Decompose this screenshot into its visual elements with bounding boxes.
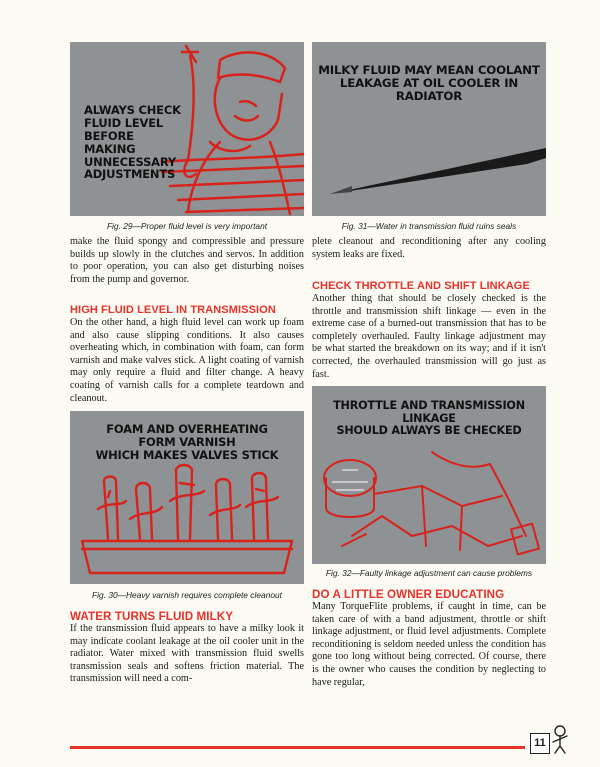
right-paragraph-1: plete cleanout and reconditioning after any cooling system leaks are fixed. (312, 236, 546, 260)
page-number: 11 (530, 733, 550, 754)
right-paragraph-3: Many TorqueFlite problems, if caught in time, can be taken care of with a band adjustment, throttle or shift linkage adjustment, or fluid level adjustments. Complete reconditioning is seldom needed unless the condition has gone too long without being corrected. Of course, there is the owner who causes the condition by neglecting to have regular, (312, 601, 546, 688)
left-paragraph-3: If the transmission fluid appears to have a milky look it may indicate coolant leakage at the oil cooler unit in the radiator. Water mixed with transmission fluid swells transmission seals and softens friction material. The transmission will need a com- (70, 623, 304, 685)
figure-31-title: MILKY FLUID MAY MEAN COOLANT LEAKAGE AT OIL COOLER IN RADIATOR (318, 63, 540, 104)
heading-owner-educating: DO A LITTLE OWNER EDUCATING (312, 588, 505, 601)
heading-check-throttle: CHECK THROTTLE AND SHIFT LINKAGE (312, 280, 530, 292)
linkage-illustration (312, 386, 546, 564)
figure-32 (312, 386, 546, 564)
figure-29-title: ALWAYS CHECK FLUID LEVEL BEFORE MAKING UNNECESSARY ADJUSTMENTS (84, 103, 181, 182)
figure-30 (70, 411, 304, 584)
figure-30-caption: Fig. 30—Heavy varnish requires complete cleanout (92, 590, 282, 600)
figure-29 (70, 42, 304, 216)
heading-high-fluid-level: HIGH FLUID LEVEL IN TRANSMISSION (70, 304, 276, 316)
left-paragraph-2: On the other hand, a high fluid level can work up foam and also cause slipping conditions. It also causes overheating which, in combination with foam, can form varnish and make valves stick. A light coating of varnish may only require a fluid and filter change. A heavy coating of varnish calls for a complete teardown and cleanout. (70, 317, 304, 404)
figure-31 (312, 42, 546, 216)
figure-32-caption: Fig. 32—Faulty linkage adjustment can cause problems (325, 568, 533, 578)
dipstick-illustration (312, 42, 546, 216)
figure-29-caption: Fig. 29—Proper fluid level is very important (106, 221, 268, 231)
mascot-icon (550, 724, 570, 754)
figure-31-caption: Fig. 31—Water in transmission fluid ruins seals (341, 221, 517, 231)
left-paragraph-1: make the fluid spongy and compressible and pressure builds up slowly in the clutches and servos. In addition to poor operation, you can also get disturbing noises from the pump and governor. (70, 236, 304, 285)
footer-rule (70, 746, 525, 749)
figure-30-title: FOAM AND OVERHEATING FORM VARNISH WHICH MAKES VALVES STICK (95, 422, 279, 462)
sticky-valves-illustration (70, 411, 304, 584)
figure-32-title: THROTTLE AND TRANSMISSION LINKAGE SHOULD ALWAYS BE CHECKED (333, 399, 525, 438)
heading-water-milky: WATER TURNS FLUID MILKY (70, 610, 234, 623)
right-paragraph-2: Another thing that should be closely checked is the throttle and transmission shift linkage — even in the extreme case of a burned-out transmission that has to be completely overhauled. Faulty linkage adjustment may be what started the breakdown on its way; and if it isn't corrected, the overhauled transmission will go just as fast. (312, 293, 546, 380)
